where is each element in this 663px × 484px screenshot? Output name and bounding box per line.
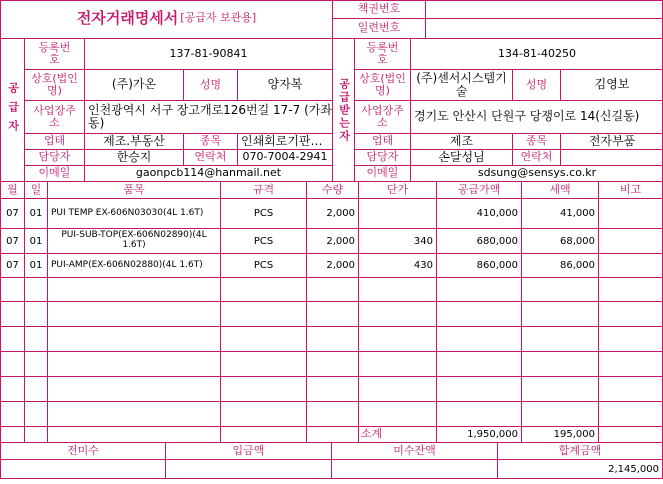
- supplier-biz-type: 제조.부동산: [103, 134, 165, 148]
- supplier-item-type: 인쇄회로기판…: [241, 134, 323, 148]
- receiver-rep-name: 김영보: [594, 77, 630, 92]
- unpaid-value: [1, 460, 165, 478]
- row-qty: 2,000: [326, 260, 355, 271]
- supplier-reg-number: 137-81-90841: [169, 46, 248, 60]
- row-supply: 860,000: [476, 260, 518, 271]
- receiver-reg-number: 134-81-40250: [498, 46, 576, 60]
- serial-number-label: 일련번호: [357, 20, 401, 34]
- row-month: 07: [6, 235, 19, 247]
- row-note: [599, 199, 662, 228]
- row-spec: PCS: [253, 208, 274, 219]
- col-header-supply: 공급가액: [457, 182, 501, 196]
- row-day: 01: [29, 235, 43, 247]
- row-note: [599, 254, 662, 277]
- receiver-name-label: 상호(법인명): [359, 71, 406, 97]
- row-month: 07: [6, 260, 19, 271]
- supplier-email: gaonpcb114@hanmail.net: [135, 166, 282, 180]
- receiver-rep-label: 성명: [525, 77, 548, 91]
- supplier-company-name: (주)가온: [111, 77, 157, 92]
- receiver-email: sdsung@sensys.co.kr: [477, 166, 597, 180]
- receiver-biz-type: 제조: [449, 134, 474, 148]
- doc-title-text: 전자거래명세서: [76, 8, 179, 27]
- receiver-tel: [561, 150, 663, 165]
- row-price: 430: [413, 260, 433, 271]
- subtotal-label: 소계: [360, 427, 383, 441]
- side-label-supplier: 공급자: [6, 81, 20, 139]
- supplier-email-label: 이메일: [38, 166, 71, 180]
- grid-row-line: [0, 351, 663, 352]
- receiver-item-type: 전자부품: [588, 134, 636, 148]
- row-qty: 2,000: [326, 208, 355, 219]
- unpaid-label: 전미수: [67, 443, 99, 457]
- col-header-note: 비고: [619, 182, 642, 196]
- balance-label: 미수잔액: [393, 443, 436, 457]
- supplier-person-label: 담당자: [38, 150, 71, 164]
- row-day: 01: [29, 208, 43, 219]
- receiver-company-name: (주)센서시스템기술: [416, 70, 507, 98]
- row-note: [599, 229, 662, 253]
- deposit-value: [166, 460, 331, 478]
- row-item: PUI-AMP(EX-606N02880)(4L 1.6T): [51, 259, 203, 270]
- grid-row-line: [0, 376, 663, 377]
- doc-title: [1, 2, 332, 34]
- row-supply: 680,000: [476, 235, 518, 247]
- row-qty: 2,000: [326, 235, 355, 247]
- row-tax: 68,000: [560, 235, 595, 247]
- total-amount: 2,145,000: [608, 463, 659, 475]
- col-header-day: 일: [30, 182, 42, 196]
- col-header-spec: 규격: [252, 182, 275, 196]
- col-header-month: 월: [7, 182, 18, 196]
- receiver-email-label: 이메일: [366, 166, 399, 180]
- receiver-address: 경기도 안산시 단원구 당쟁이로 14(신길동): [414, 109, 640, 124]
- row-month: 07: [6, 208, 19, 219]
- row-day: 01: [29, 260, 43, 271]
- supplier-item-label: 종목: [199, 134, 222, 148]
- row-tax: 86,000: [560, 260, 595, 271]
- row-item: PUI-SUB-TOP(EX-606N02890)(4L 1.6T): [61, 230, 207, 250]
- receiver-tel-label: 연락처: [520, 150, 553, 164]
- row-spec: PCS: [253, 235, 274, 247]
- supplier-biz-label: 업태: [43, 134, 66, 148]
- supplier-address: 인천광역시 서구 장고개로126번길 17-7 (가좌동): [88, 102, 332, 130]
- subtotal-supply: 1,950,000: [467, 429, 518, 440]
- supplier-rep-label: 성명: [199, 77, 222, 91]
- receiver-biz-label: 업태: [371, 134, 394, 148]
- grid-row-line: [0, 301, 663, 302]
- row-price: 340: [413, 235, 433, 247]
- receiver-contact-person: 손달성님: [438, 150, 485, 164]
- total-label: 합계금액: [558, 443, 602, 457]
- row-tax: 41,000: [560, 208, 595, 219]
- grid-row-line: [0, 277, 663, 278]
- side-label-receiver: 공급받는자: [337, 77, 351, 143]
- receiver-addr-label: 사업장주소: [361, 103, 404, 129]
- row-price: [359, 199, 436, 228]
- receiver-item-label: 종목: [525, 134, 548, 148]
- grid-row-line: [0, 326, 663, 327]
- supplier-contact-person: 한승지: [116, 150, 152, 164]
- subtotal-tax: 195,000: [553, 429, 595, 440]
- grid-row-line: [0, 401, 663, 402]
- balance-value: [332, 460, 497, 478]
- col-header-item: 품목: [123, 182, 145, 196]
- receiver-person-label: 담당자: [366, 150, 399, 164]
- deposit-label: 입금액: [232, 443, 265, 457]
- row-item: PUI TEMP EX-606N03030(4L 1.6T): [51, 207, 204, 218]
- supplier-name-label: 상호(법인명): [31, 71, 78, 97]
- supplier-tel-label: 연락처: [194, 150, 227, 164]
- row-supply: 410,000: [476, 208, 518, 219]
- book-number-label: 책권번호: [357, 2, 401, 16]
- col-header-price: 단가: [386, 182, 409, 196]
- supplier-tel: 070-7004-2941: [242, 150, 328, 164]
- supplier-addr-label: 사업장주소: [33, 103, 76, 129]
- receiver-reg-label: 등록번호: [366, 40, 399, 66]
- row-spec: PCS: [253, 260, 274, 271]
- supplier-reg-label: 등록번호: [38, 40, 71, 66]
- col-header-qty: 수량: [321, 182, 344, 196]
- doc-subtitle: [공급자 보관용]: [180, 10, 257, 24]
- supplier-rep-name: 양자복: [267, 77, 303, 92]
- col-header-tax: 세액: [549, 182, 571, 196]
